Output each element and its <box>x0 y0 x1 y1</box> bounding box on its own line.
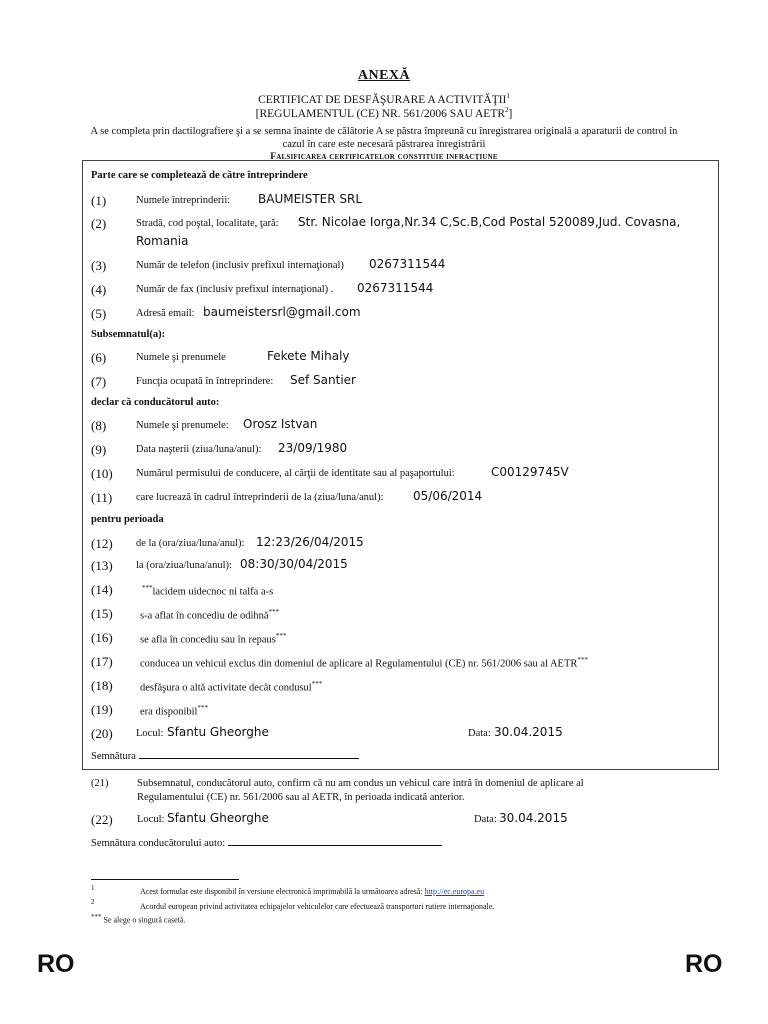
europa-link[interactable]: http://ec.europa.eu <box>424 887 485 896</box>
option-sick-leave[interactable]: ***lacidem uidecnoc ni talfa a-s <box>142 584 274 598</box>
company-name-value[interactable]: BAUMEISTER SRL <box>258 192 363 206</box>
row-number: (17) <box>91 654 113 669</box>
company-section-title: Parte care se completează de către întreprindere <box>91 170 308 181</box>
row-number: (10) <box>91 466 113 481</box>
address-value-country[interactable]: Romania <box>136 234 189 248</box>
birth-date-label: Data naşterii (ziua/luna/anul): <box>136 444 262 455</box>
driver-date-label: Data: <box>474 814 497 825</box>
driver-place-value[interactable]: Sfantu Gheorghe <box>167 811 269 825</box>
row-number: (20) <box>91 726 113 741</box>
phone-label: Număr de telefon (inclusiv prefixul internaţional) <box>136 260 344 271</box>
row-number: (6) <box>91 350 107 365</box>
forgery-warning: Falsificarea certificatelor constituie infracţiune <box>270 152 498 162</box>
period-from-value[interactable]: 12:23/26/04/2015 <box>256 535 364 549</box>
row-number: (4) <box>91 282 107 297</box>
row-number: (11) <box>91 490 113 505</box>
row-number: (9) <box>91 442 107 457</box>
date-label: Data: <box>468 728 491 739</box>
place-label: Locul: <box>136 728 164 739</box>
period-from-label: de la (ora/ziua/luna/anul): <box>136 538 245 549</box>
period-section-title: pentru perioada <box>91 514 164 525</box>
period-to-value[interactable]: 08:30/30/04/2015 <box>240 557 348 571</box>
row-number: (16) <box>91 630 113 645</box>
option-annual-leave[interactable]: s-a aflat în concediu de odihnă*** <box>140 608 280 622</box>
option-available[interactable]: era disponibil*** <box>140 704 208 718</box>
driver-name-value[interactable]: Orosz Istvan <box>243 417 318 431</box>
signer-name-value[interactable]: Fekete Mihaly <box>267 349 350 363</box>
fax-value[interactable]: 0267311544 <box>357 281 434 295</box>
signature-line[interactable] <box>139 748 359 759</box>
row-number: (1) <box>91 193 107 208</box>
license-label: Numărul permisului de conducere, al cărţii de identitate sau al paşaportului: <box>136 468 455 479</box>
address-value[interactable]: Str. Nicolae Iorga,Nr.34 C,Sc.B,Cod Postal 520089,Jud. Covasna, <box>298 215 681 229</box>
row-number: (15) <box>91 606 113 621</box>
driver-confirm-text-line2: Regulamentului (CE) nr. 561/2006 sau al AETR, în perioada indicată anterior. <box>137 792 465 803</box>
footnote-2-mark: 2 <box>91 898 95 906</box>
row-number: (14) <box>91 582 113 597</box>
license-value[interactable]: C00129745V <box>491 465 569 479</box>
company-signature: Semnătura <box>91 748 359 762</box>
footnote-divider <box>91 879 239 880</box>
footnote-2: Acordul european privind activitatea echipajelor vehiculelor care efectuează transporturi rutiere internaţionale. <box>140 902 495 911</box>
employed-since-value[interactable]: 05/06/2014 <box>413 489 483 503</box>
option-excluded-vehicle[interactable]: conducea un vehicul exclus din domeniul de aplicare al Regulamentului (CE) nr. 561/2006 sau al AETR*** <box>140 656 588 670</box>
row-number: (22) <box>91 812 113 827</box>
intro-instructions: A se completa prin dactilografiere şi a se semna înainte de călătorie A se păstra împreună cu înregistrarea originală a aparaturii de control în cazul în care este necesară păstrarea înregistrării <box>90 126 678 150</box>
fax-label: Număr de fax (inclusiv prefixul internaţional) . <box>136 284 334 295</box>
option-rest-leave[interactable]: se afla în concediu sau în repaus*** <box>140 632 287 646</box>
period-to-label: la (ora/ziua/luna/anul): <box>136 560 232 571</box>
driver-date-value[interactable]: 30.04.2015 <box>499 811 568 825</box>
certificate-title: CERTIFICAT DE DESFĂŞURARE A ACTIVITĂŢII$^1$ <box>258 92 510 106</box>
row-number: (12) <box>91 536 113 551</box>
driver-place-label: Locul: <box>137 814 165 825</box>
email-label: Adresă email: <box>136 308 195 319</box>
phone-value[interactable]: 0267311544 <box>369 257 446 271</box>
footnote-3: *** Se alege o singură casetă. <box>91 913 186 925</box>
footnote-1-mark: 1 <box>91 884 95 892</box>
driver-signature: Semnătura conducătorului auto: <box>91 835 442 849</box>
signer-function-label: Funcţia ocupată în întreprindere: <box>136 376 274 387</box>
place-value[interactable]: Sfantu Gheorghe <box>167 725 269 739</box>
row-number: (5) <box>91 306 107 321</box>
annex-heading: ANEXĂ <box>357 68 411 83</box>
driver-section-title: declar că conducătorul auto: <box>91 397 220 408</box>
row-number: (18) <box>91 678 113 693</box>
signer-function-value[interactable]: Sef Santier <box>290 373 356 387</box>
row-number: (7) <box>91 374 107 389</box>
row-number: (19) <box>91 702 113 717</box>
row-number: (3) <box>91 258 107 273</box>
date-value[interactable]: 30.04.2015 <box>494 725 563 739</box>
country-label-right: RO <box>685 950 723 978</box>
driver-name-label: Numele şi prenumele: <box>136 420 229 431</box>
driver-signature-line[interactable] <box>228 835 442 846</box>
birth-date-value[interactable]: 23/09/1980 <box>278 441 348 455</box>
row-number: (21) <box>91 778 109 789</box>
row-number: (8) <box>91 418 107 433</box>
row-number: (13) <box>91 558 113 573</box>
company-filled-section <box>82 160 719 770</box>
signer-section-title: Subsemnatul(a): <box>91 329 166 340</box>
address-label: Stradă, cod poştal, localitate, ţară: <box>136 218 279 229</box>
footnote-1: Acest formular este disponibil în versiune electronică imprimabilă la următoarea adresă: http://ec.europa.eu <box>140 887 485 896</box>
option-other-activity[interactable]: desfăşura o altă activitate decât condusul*** <box>140 680 323 694</box>
regulation-reference: [REGULAMENTUL (CE) NR. 561/2006 SAU AETR$^2$] <box>255 106 513 120</box>
employed-since-label: care lucrează în cadrul întreprinderii de la (ziua/luna/anul): <box>136 492 384 503</box>
company-name-label: Numele întreprinderii: <box>136 195 231 206</box>
country-label-left: RO <box>37 950 75 978</box>
email-value[interactable]: baumeistersrl@gmail.com <box>203 305 361 319</box>
signer-name-label: Numele şi prenumele <box>136 352 226 363</box>
row-number: (2) <box>91 216 107 231</box>
driver-confirm-text-line1: Subsemnatul, conducătorul auto, confirm că nu am condus un vehicul care intră în domeniul de aplicare al <box>137 778 584 789</box>
